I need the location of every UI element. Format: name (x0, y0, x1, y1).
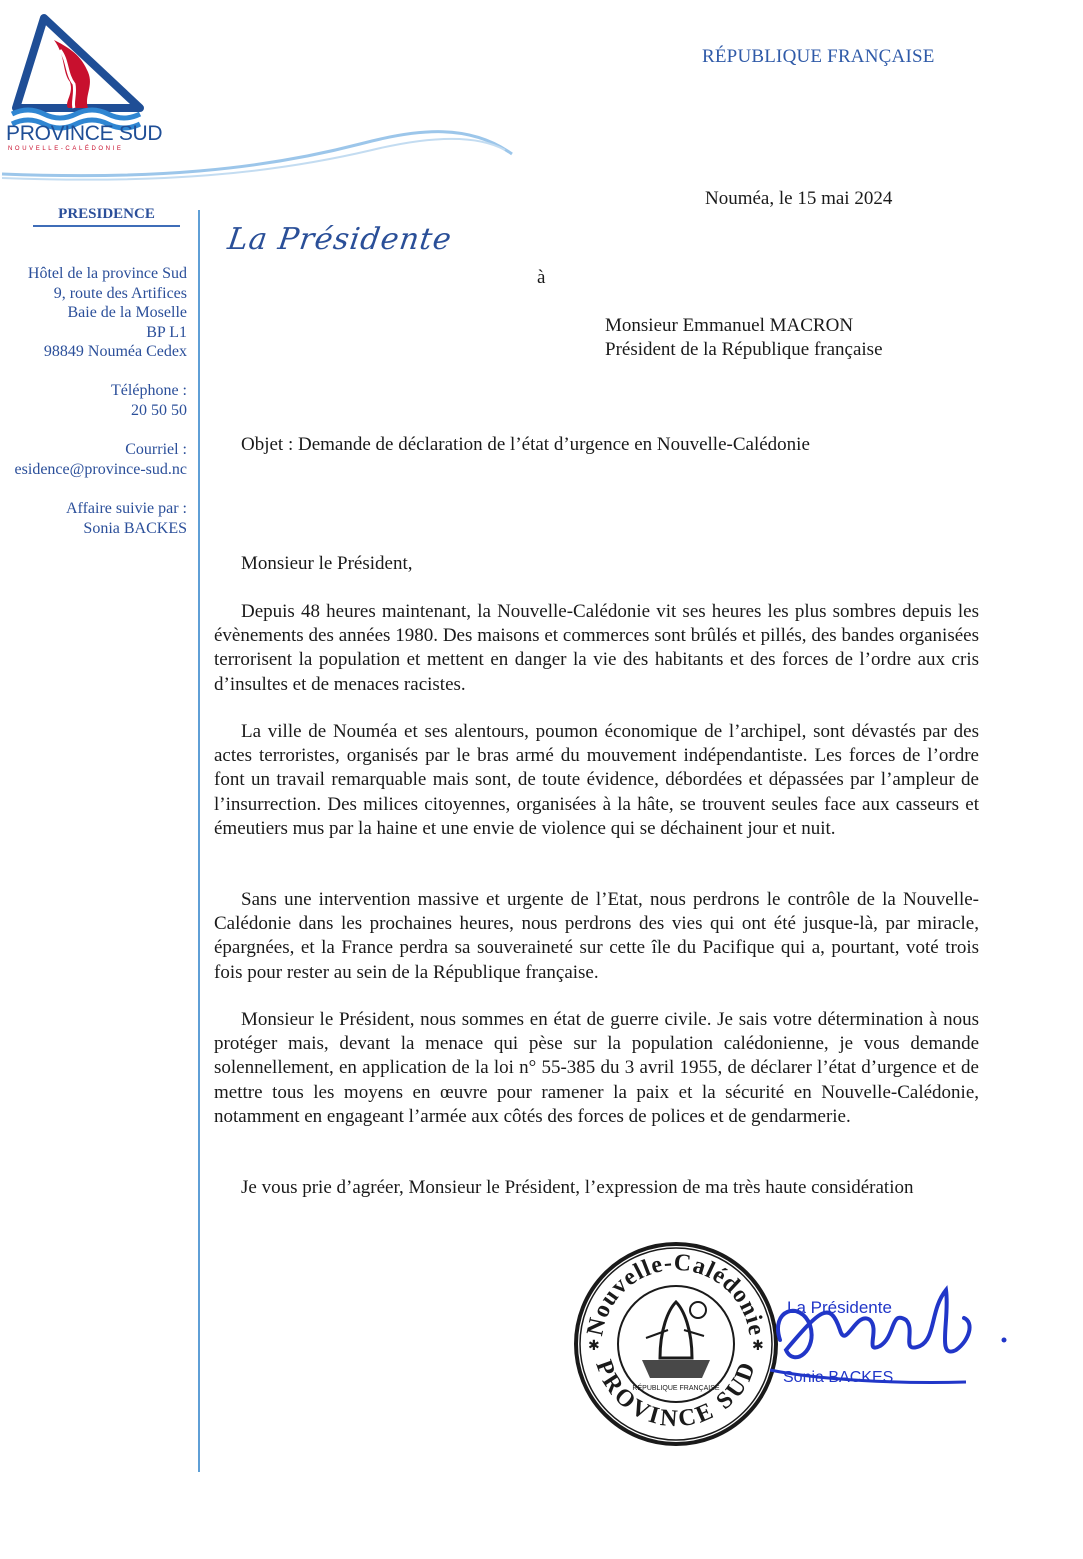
sidebar-follow (66, 499, 187, 538)
republique-francaise-heading: RÉPUBLIQUE FRANÇAISE (702, 46, 935, 67)
seal-top-text: Nouvelle-Calédonie (582, 1249, 770, 1339)
letter-paragraph: Monsieur le Président, nous sommes en état de guerre civile. Je sais votre détermination à nous protéger mais, devant la menace qui pèse sur la population calédonienne, je vous demande solennellement, en application de la loi n° 55-385 du 3 avril 1955, de déclarer l’état d’urgence et de mettre tous les moyens en œuvre pour ramener la paix et la sécurité en Nouvelle-Calédonie, notamment en engageant l’armée aux côtés des forces de polices et de gendarmerie. (214, 1009, 979, 1127)
sidebar-mail (15, 440, 187, 479)
sidebar-divider (198, 210, 200, 1472)
recipient-title: Président de la République française (605, 339, 883, 360)
seal-bottom-text: PROVINCE SUD (590, 1356, 762, 1433)
follow-name: Sonia BACKES (83, 519, 187, 537)
address-line: 98849 Nouméa Cedex (43, 343, 187, 360)
recipient-name: Monsieur Emmanuel MACRON (605, 315, 854, 336)
follow-label: Affaire suivie par : (66, 500, 187, 517)
letter-salutation: Monsieur le Président, (241, 553, 413, 574)
letter-author-title: La Présidente (225, 222, 455, 257)
svg-text:Nouvelle-Calédonie (582, 1250, 769, 1339)
svg-text:✱: ✱ (752, 1339, 764, 1354)
sidebar-title: PRESIDENCE (33, 206, 180, 227)
header-wave-decoration (0, 110, 540, 200)
mail-address: esidence@province-sud.nc (14, 460, 187, 478)
letter-paragraph: Sans une intervention massive et urgente de l’Etat, nous perdrons le contrôle de la Nouvelle-Calédonie dans les prochaines heures, nous perdrons des vies qui ont été jusque-là, par miracle, épargnées, et la France perdra sa souveraineté sur cette île du Pacifique qui a, pourtant, voté trois fois pour rester au sein de la République française. (214, 889, 979, 983)
letter-date: Nouméa, le 15 mai 2024 (705, 188, 893, 209)
letter-subject: Objet : Demande de déclaration de l’état d’urgence en Nouvelle-Calédonie (241, 434, 810, 455)
letter-paragraph: La ville de Nouméa et ses alentours, poumon économique de l’archipel, sont dévastés par des actes terroristes, organisés par le bras armé du mouvement indépendantiste. Les forces de l’ordre font un travail remarquable mais sont, de toute évidence, débordées et dépassées par l’ampleur de l’insurrection. Des milices citoyennes, organisées à la hâte, se trouvent seules face aux casseurs et émeutiers mus par la haine et une envie de violence qui se déchainent jour et nuit. (214, 721, 979, 839)
logo-wordmark: PROVINCE SUD (6, 122, 163, 145)
address-line: Baie de la Moselle (67, 304, 187, 321)
address-line: BP L1 (146, 323, 187, 341)
letter-to: à (537, 267, 546, 288)
address-line: Hôtel de la province Sud (27, 265, 187, 282)
phone-number: 20 50 50 (131, 401, 187, 419)
logo-subtitle: NOUVELLE-CALÉDONIE (8, 146, 124, 152)
address-line: 9, route des Artifices (53, 284, 187, 302)
letter-closing: Je vous prie d’agréer, Monsieur le Président, l’expression de ma très haute considération (241, 1177, 914, 1198)
sidebar-phone (111, 381, 187, 420)
signature-name: Sonia BACKES (783, 1369, 894, 1386)
phone-label: Téléphone : (111, 382, 187, 399)
mail-label: Courriel : (125, 441, 187, 458)
letter-recipient (605, 314, 883, 362)
province-sud-seal (572, 1240, 780, 1448)
seal-inner-text: RÉPUBLIQUE FRANÇAISE (632, 1385, 720, 1392)
svg-text:✱: ✱ (588, 1339, 600, 1354)
signature-title: La Présidente (787, 1298, 892, 1317)
sidebar-address (28, 264, 187, 362)
letter-paragraph: Depuis 48 heures maintenant, la Nouvelle-Calédonie vit ses heures les plus sombres depuis les évènements des années 1980. Des maisons et commerces sont brûlés et pillés, des bandes organisées terrorisent la population et mettent en danger la vie des habitants et des forces de l’ordre aux cris d’insultes et de menaces racistes. (214, 601, 979, 695)
